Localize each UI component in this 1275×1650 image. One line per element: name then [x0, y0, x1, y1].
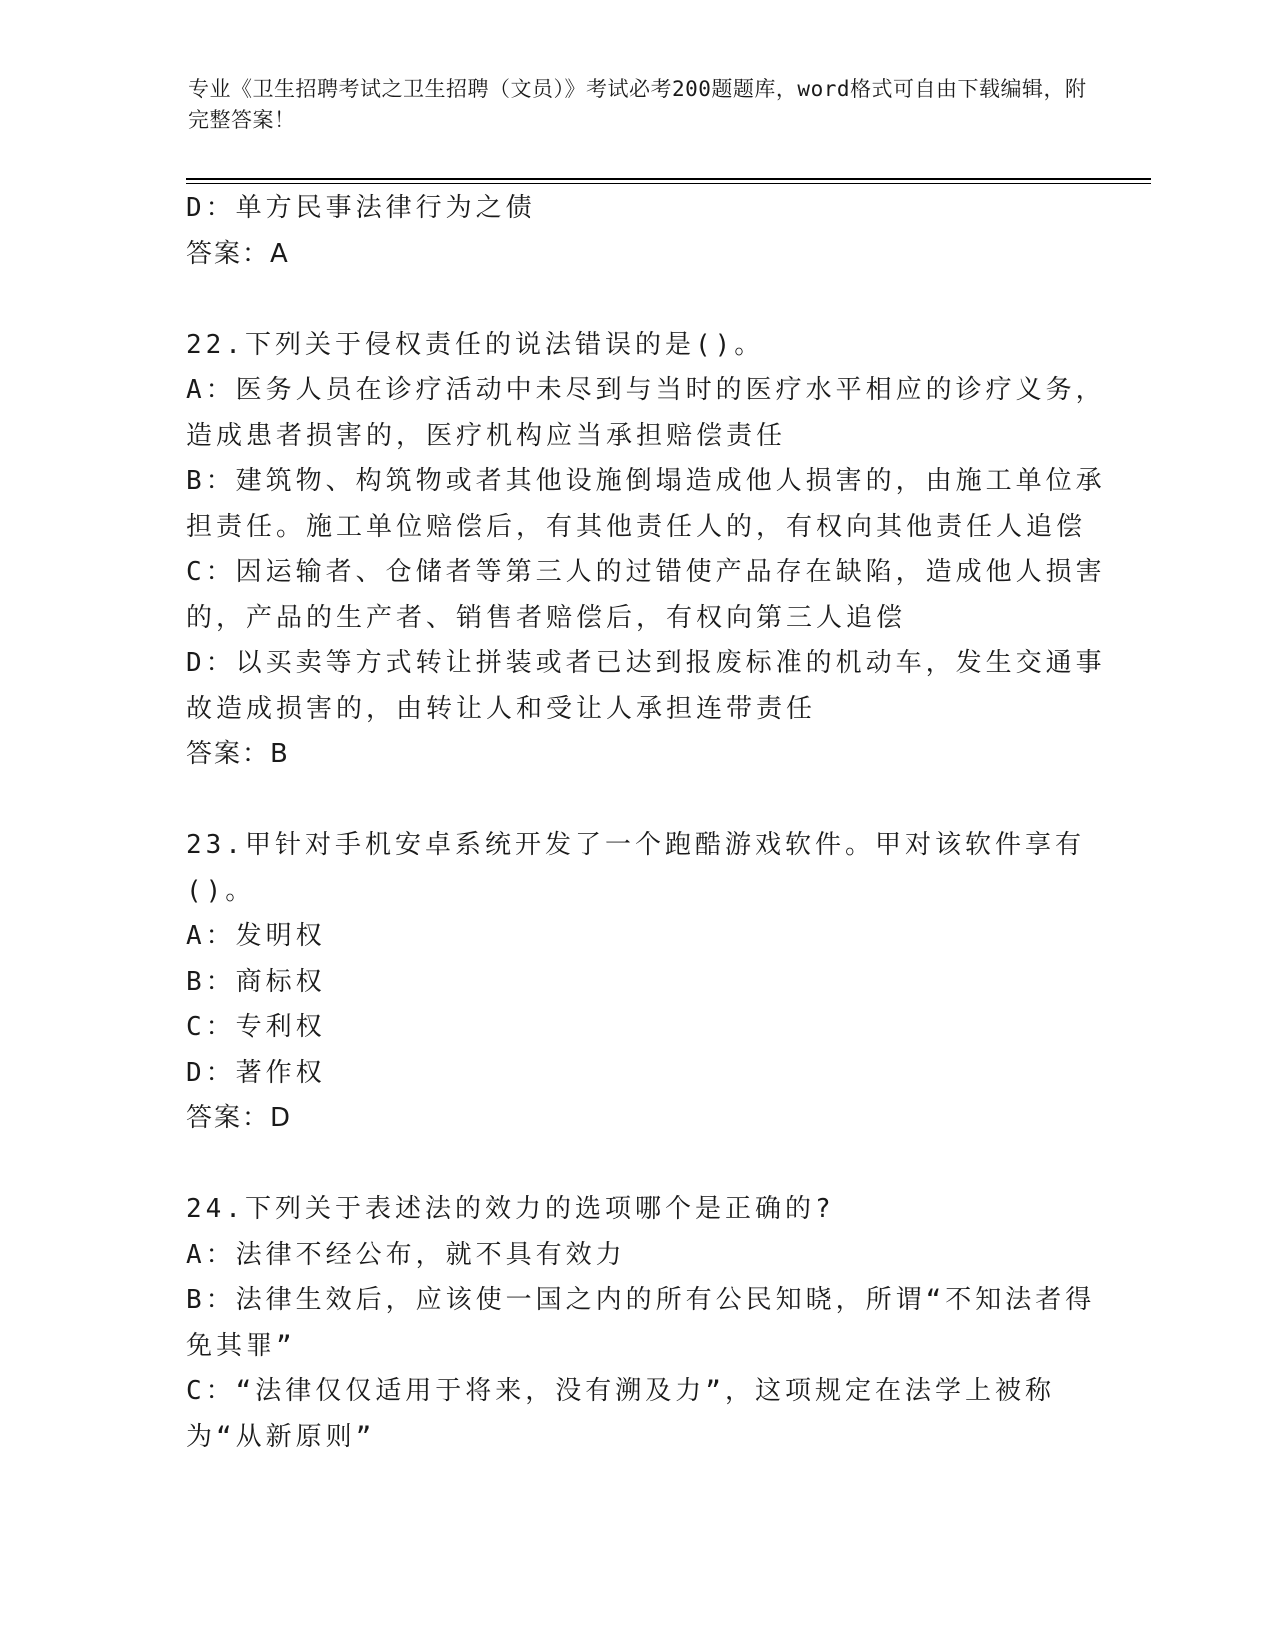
option-d: D：单方民事法律行为之债	[186, 193, 536, 223]
option-c: C：专利权	[186, 1012, 326, 1042]
option-a: A：医务人员在诊疗活动中未尽到与当时的医疗水平相应的诊疗义务，造成患者损害的，医疗机构应当承担赔偿责任	[186, 375, 1106, 451]
question-block-21	[186, 186, 1106, 277]
option-a: A：法律不经公布，就不具有效力	[186, 1239, 626, 1270]
question-block-23	[186, 823, 1106, 1142]
spacer	[186, 1142, 1106, 1188]
option-a: A：发明权	[186, 921, 326, 951]
option-b: B：法律生效后，应该使一国之内的所有公民知晓，所谓“不知法者得免其罪”	[186, 1285, 1096, 1361]
answer-label: 答案：B	[186, 739, 290, 769]
question-block-22	[186, 323, 1106, 778]
option-d: D：以买卖等方式转让拼装或者已达到报废标准的机动车，发生交通事故造成损害的，由转让人和受让人承担连带责任	[186, 648, 1106, 724]
option-c: C：因运输者、仓储者等第三人的过错使产品存在缺陷，造成他人损害的，产品的生产者、销售者赔偿后，有权向第三人追偿	[186, 557, 1106, 633]
question-block-24	[186, 1187, 1106, 1460]
answer-label: 答案：D	[186, 1103, 293, 1133]
spacer	[186, 277, 1106, 323]
option-b: B：建筑物、构筑物或者其他设施倒塌造成他人损害的，由施工单位承担责任。施工单位赔偿后，有其他责任人的，有权向其他责任人追偿	[186, 466, 1106, 542]
question-stem: 23.甲针对手机安卓系统开发了一个跑酷游戏软件。甲对该软件享有()。	[186, 830, 1085, 906]
answer-label: 答案：A	[186, 238, 290, 269]
question-stem: 22.下列关于侵权责任的说法错误的是()。	[186, 329, 765, 360]
spacer	[186, 778, 1106, 824]
option-d: D：著作权	[186, 1057, 326, 1088]
header-rule-thin	[186, 183, 1151, 184]
document-header: 专业《卫生招聘考试之卫生招聘（文员）》考试必考200题题库，word格式可自由下载编辑，附完整答案！	[188, 77, 1087, 132]
question-stem: 24.下列关于表述法的效力的选项哪个是正确的?	[186, 1194, 835, 1224]
option-b: B：商标权	[186, 966, 326, 997]
option-c: C：“法律仅仅适用于将来，没有溯及力”，这项规定在法学上被称为“从新原则”	[186, 1376, 1055, 1452]
document-body	[186, 186, 1106, 1460]
header-rule-thick	[186, 178, 1151, 180]
